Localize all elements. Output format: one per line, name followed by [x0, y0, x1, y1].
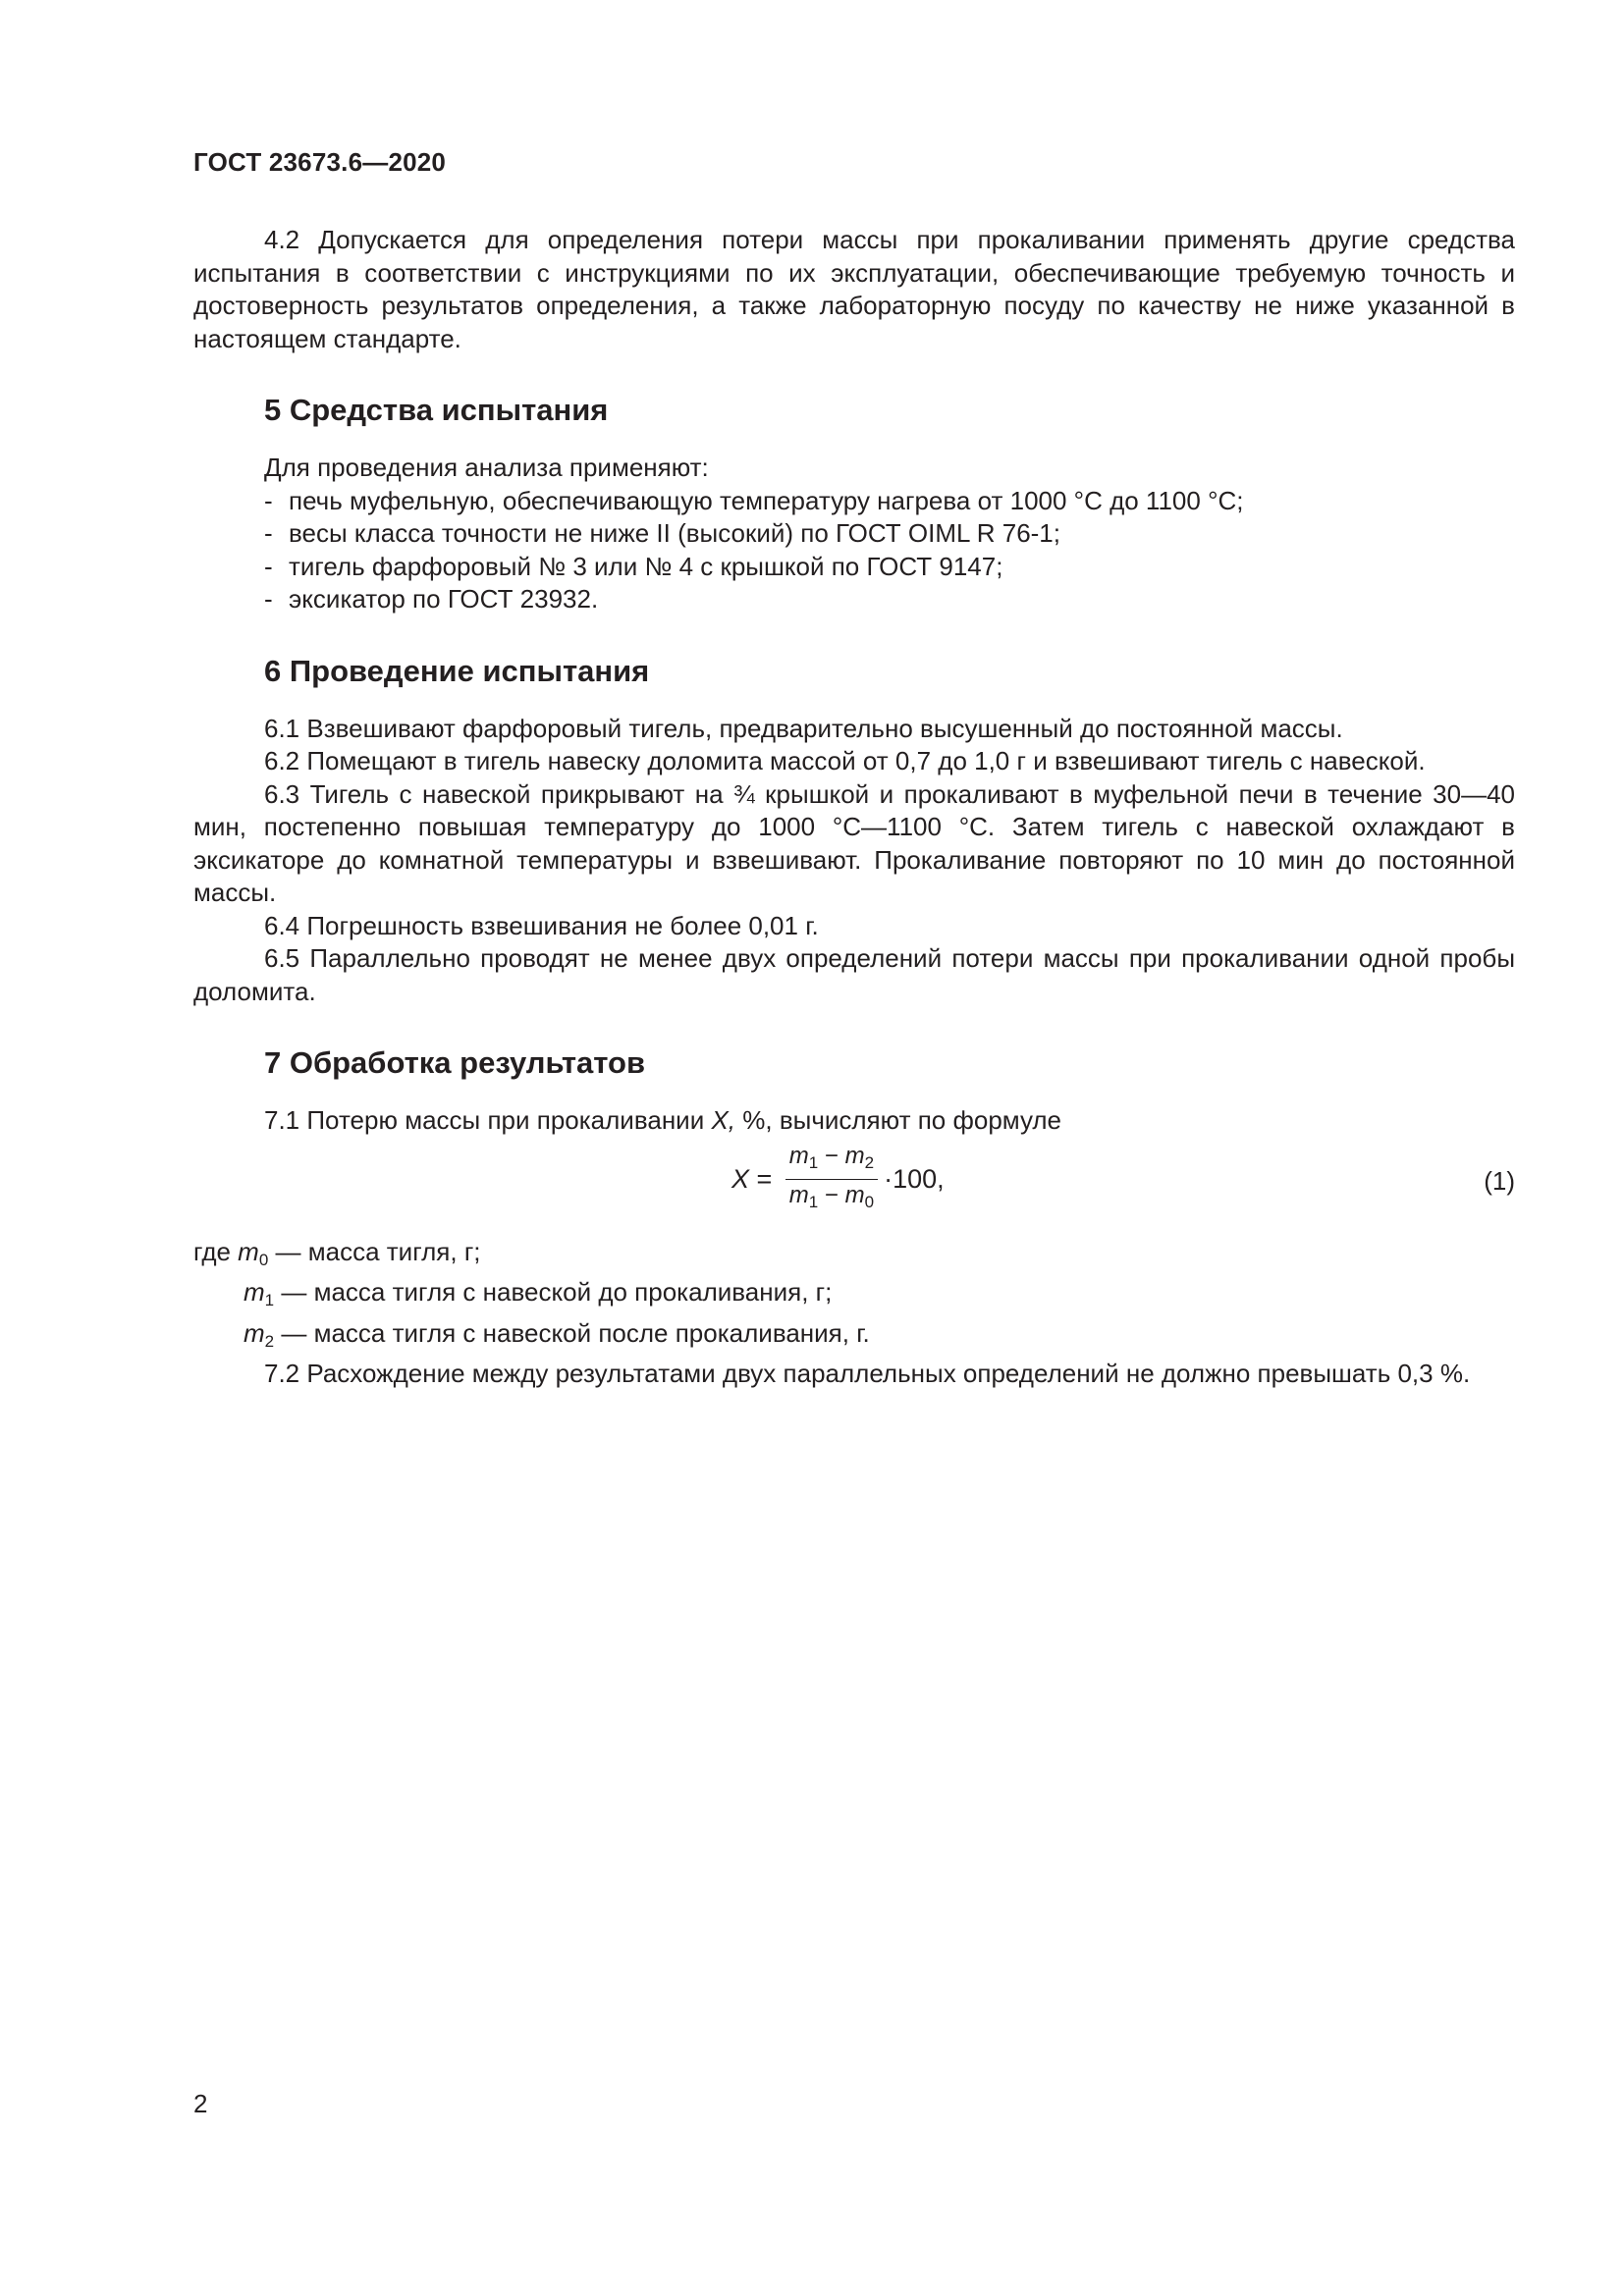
formula-lhs: X [731, 1163, 750, 1194]
document-header: ГОСТ 23673.6—2020 [193, 147, 447, 177]
section-7-heading: 7 Обработка результатов [264, 1045, 646, 1080]
list-item: - тигель фарфоровый № 3 или № 4 с крышкой по ГОСТ 9147; [264, 551, 1003, 581]
paragraph-6-1: 6.1 Взвешивают фарфоровый тигель, предварительно высушенный до постоянной массы. [264, 713, 1343, 743]
where-line: $m_2$ — масса тигля с навеской после прокаливания, г. [244, 1317, 870, 1351]
paragraph-7-1: 7.1 Потерю массы при прокаливании X, %, вычисляют по формуле [264, 1105, 1062, 1135]
list-item: - весы класса точности не ниже II (высокий) по ГОСТ OIML R 76-1; [264, 518, 1060, 548]
formula-fraction [785, 1143, 878, 1216]
section-5-intro: Для проведения анализа применяют: [264, 453, 709, 482]
formula-block [193, 1143, 1515, 1222]
paragraph-4-2: 4.2 Допускается для определения потери массы при прокаливании применять другие средства испытания в соответствии с инструкциями по их эксплуатации, обеспечивающие требуемую точность и достоверность результатов определения, а также лабораторную посуду по качеству не ниже указанной в настоящем стандарте. [193, 225, 1515, 353]
section-6-heading: 6 Проведение испытания [264, 653, 650, 688]
formula-denominator: $m_1 - m_0$ [788, 1182, 875, 1211]
list-item: - эксикатор по ГОСТ 23932. [264, 584, 599, 614]
paragraph-7-2: 7.2 Расхождение между результатами двух параллельных определений не должно превышать 0,3 %. [264, 1359, 1471, 1388]
formula-multiplier: ·100, [884, 1163, 945, 1194]
formula-1 [731, 1143, 945, 1214]
formula-numerator: $m_1 - m_2$ [785, 1143, 878, 1180]
paragraph-6-3: 6.3 Тигель с навеской прикрывают на ¾ крышкой и прокаливают в муфельной печи в течение 30—40 мин, постепенно повышая температуру до 1000 °С—1100 °С. Затем тигель с навеской охлаждают в эксикаторе до комнатной температуры и взвешивают. Прокаливание повторяют по 10 мин до постоянной массы. [193, 778, 1515, 907]
document-body [193, 224, 1515, 1391]
page-number: 2 [193, 2089, 208, 2118]
section-5-heading: 5 Средства испытания [264, 393, 609, 427]
formula-number: (1) [1484, 1165, 1515, 1196]
where-line: где $m_0$ — масса тигля, г; [193, 1236, 481, 1269]
formula-equals: = [749, 1163, 780, 1194]
paragraph-6-2: 6.2 Помещают в тигель навеску доломита массой от 0,7 до 1,0 г и взвешивают тигель с навеской. [264, 746, 1426, 775]
list-item: - печь муфельную, обеспечивающую температуру нагрева от 1000 °С до 1100 °С; [264, 485, 1244, 515]
paragraph-6-5: 6.5 Параллельно проводят не менее двух определений потери массы при прокаливании одной пробы доломита. [193, 943, 1515, 1006]
paragraph-6-4: 6.4 Погрешность взвешивания не более 0,01 г. [264, 910, 819, 940]
where-line: $m_1$ — масса тигля с навеской до прокаливания, г; [244, 1277, 833, 1309]
